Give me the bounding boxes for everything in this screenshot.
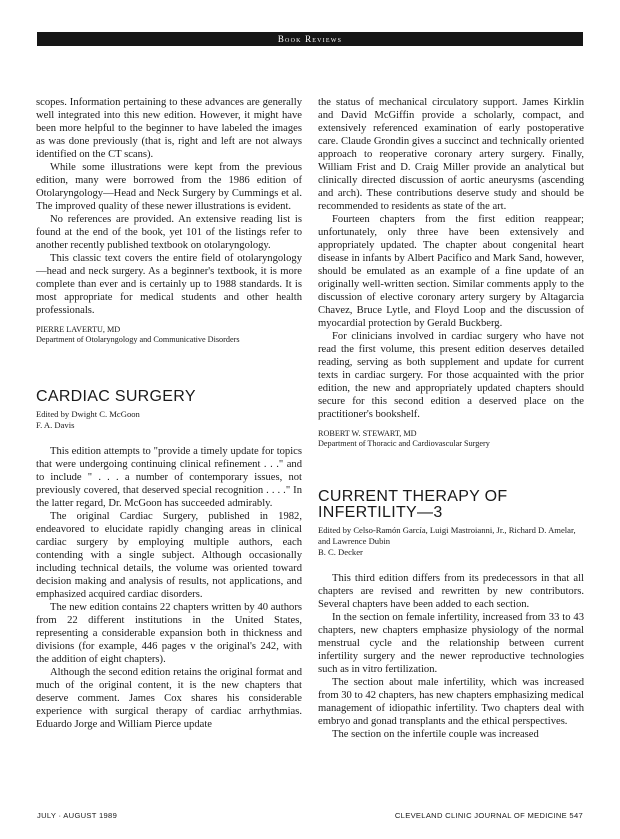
review-title: CURRENT THERAPY OF INFERTILITY—3: [318, 488, 508, 521]
paragraph: This third edition differs from its predecessors in that all chapters are revised and rewritten by new contributors. Several chapters have been added to each section.: [318, 573, 584, 610]
paragraph: scopes. Information pertaining to these advances are generally well integrated into this new edition. However, it might have been more helpful to the beginner to have labeled the images as was done previously (that is, right and left are not always identified on the CT scans).: [36, 97, 302, 160]
paragraph: The new edition contains 22 chapters written by 40 authors from 22 different institutions in the United States, representing a considerable expansion both in thickness and divisions (for example, 446 pages v the original's 242, with the addition of eight chapters).: [36, 602, 302, 665]
paragraph: Fourteen chapters from the first edition reappear; unfortunately, only three have been extensively and appropriately updated. The chapter about congenital heart disease in infants by Albert Pacifico and Mark Sand, however, should be emulated as an example of a fine update of an originally well-written section. Similar comments apply to the discussion of elective coronary artery surgery by Altagarcia Chavez, Bruce Lytle, and Floyd Loop and the discussion of myocardial protection by Gerald Buckberg.: [318, 214, 584, 329]
footer-date: JULY · AUGUST 1989: [37, 811, 118, 820]
review-editor: Edited by Celso-Ramón García, Luigi Mastroianni, Jr., Richard D. Amelar, and Lawrence Dubin: [318, 525, 576, 546]
paragraph: While some illustrations were kept from the previous edition, many were borrowed from the 1986 edition of Otolaryngology—Head and Neck Surgery by Cummings et al. The improved quality of these newer illustrations is evident.: [36, 162, 302, 212]
paragraph: Although the second edition retains the original format and much of the original content, it is the new chapters that deserve comment. James Cox shares his considerable experience with surgical therapy of cardiac arrhythmias. Eduardo Jorge and William Pierce update: [36, 667, 302, 730]
right-column: [318, 96, 584, 741]
paragraph: No references are provided. An extensive reading list is found at the end of the book, yet 101 of the listings refer to another recently published textbook on otolaryngology.: [36, 214, 302, 251]
reviewer-department: Department of Otolaryngology and Communicative Disorders: [36, 335, 240, 344]
review-publisher: F. A. Davis: [36, 420, 75, 430]
footer-journal-page: CLEVELAND CLINIC JOURNAL OF MEDICINE 547: [394, 811, 583, 820]
paragraph: the status of mechanical circulatory support. James Kirklin and David McGiffin provide a scholarly, compact, and extensively referenced examination of early postoperative care. Claude Grondin gives a succinct and technically oriented approach to reoperative coronary artery surgery. Finally, William Frist and D. Craig Miller provide an analytical but clinically directed discussion of aortic aneurysms (ascending and arch). These contributions deserve study and should be recommended to residents as state of the art.: [318, 97, 584, 212]
review-editor: Edited by Dwight C. McGoon: [36, 409, 140, 419]
paragraph: The section about male infertility, which was increased from 30 to 42 chapters, has new chapters emphasizing medical management of idiopathic infertility. Two chapters deal with embryo and gonad transplants and the ethical perspectives.: [318, 677, 584, 727]
paragraph: This classic text covers the entire field of otolaryngology—head and neck surgery. As a beginner's textbook, it is more complete than ever and is certainly up to 1988 standards. It is most appropriate for medical students and other health professionals.: [36, 253, 302, 316]
paragraph: This edition attempts to "provide a timely update for topics that were undergoing continuing clinical refinement . . ." and to include " . . . a number of contemporary issues, not previously covered, that deserved special recognition . . . ." In the latter regard, Dr. McGoon has succeeded admirably.: [36, 446, 302, 509]
running-header: [37, 32, 583, 46]
reviewer-name: ROBERT W. STEWART, MD: [318, 429, 417, 438]
review-title: CARDIAC SURGERY: [36, 388, 196, 405]
paragraph: For clinicians involved in cardiac surgery who have not read the first volume, this present edition deserves detailed reading, serving as both supplement and update for current texts in cardiac surgery. For those acquainted with the prior edition, the new and appropriately updated chapters should secure for this second edition a deserved place on the practitioner's bookshelf.: [318, 331, 584, 420]
running-header-title: Book Reviews: [277, 34, 343, 44]
paragraph: In the section on female infertility, increased from 33 to 43 chapters, new chapters emphasize physiology of the normal menstrual cycle and the relationship between current infertility surgery and the newer reproductive technologies such as in vitro fertilization.: [318, 612, 584, 675]
paragraph: The original Cardiac Surgery, published in 1982, endeavored to elucidate rapidly changing areas in clinical cardiac surgery by employing multiple authors, each contending with a single subject. Although occasionally including technical details, the volume was oriented toward decision making and analysis of results, not applications, and emphasized acquired cardiac disorders.: [36, 511, 302, 600]
paragraph: The section on the infertile couple was increased: [332, 729, 539, 740]
reviewer-department: Department of Thoracic and Cardiovascular Surgery: [318, 439, 490, 448]
review-publisher: B. C. Decker: [318, 547, 363, 557]
reviewer-name: PIERRE LAVERTU, MD: [36, 325, 121, 334]
left-column: [36, 96, 302, 731]
